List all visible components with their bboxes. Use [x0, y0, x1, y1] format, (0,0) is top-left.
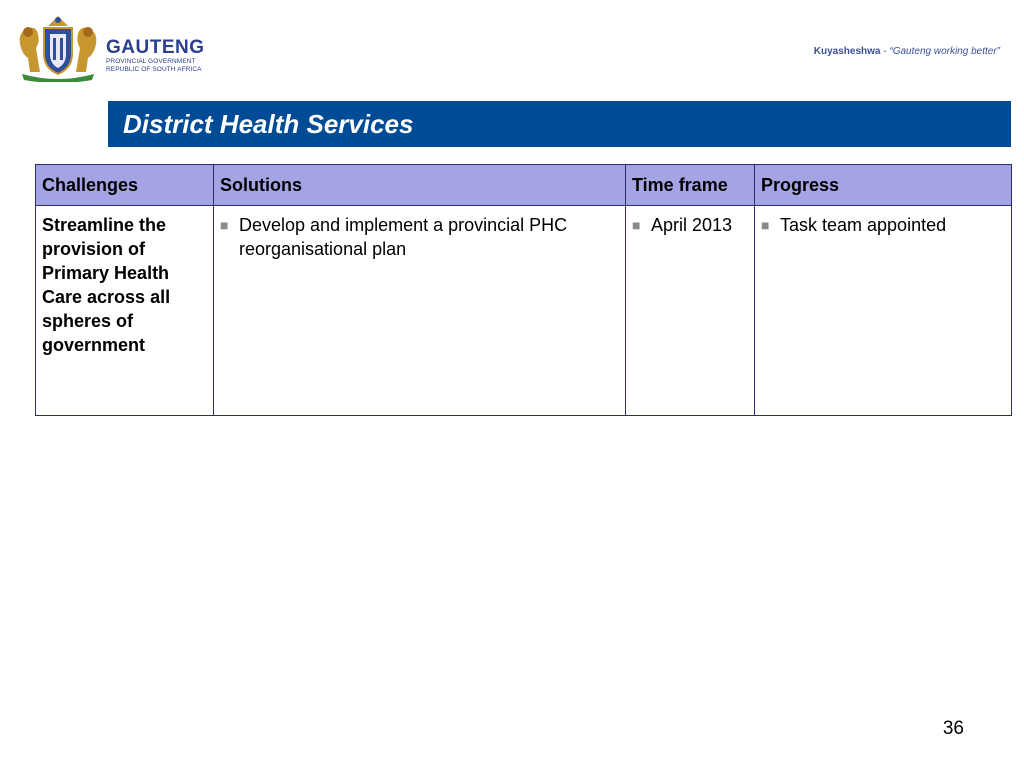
slogan-separator: - [880, 46, 890, 57]
column-header-time-frame: Time frame [626, 165, 755, 206]
solution-text: Develop and implement a provincial PHC reorganisational plan [239, 215, 568, 259]
progress-cell [755, 206, 1012, 416]
gov-sub-line2: REPUBLIC OF SOUTH AFRICA [106, 66, 202, 73]
page-number: 36 [942, 718, 964, 739]
time-frame-text: April 2013 [651, 215, 733, 235]
column-header-solutions: Solutions [214, 165, 626, 206]
title-bar [108, 101, 1011, 147]
gov-wordmark [106, 38, 206, 74]
column-header-challenges: Challenges [36, 165, 214, 206]
bullet-square-icon: ■ [632, 217, 641, 233]
slogan-tag: “Gauteng working better” [889, 46, 1000, 57]
table-header-row [36, 165, 1012, 206]
progress-text: Task team appointed [780, 215, 947, 235]
progress-bullet-item [761, 213, 1005, 237]
solution-cell [214, 206, 626, 416]
solution-bullet-item [220, 213, 619, 261]
bullet-square-icon: ■ [761, 217, 770, 233]
time-frame-cell [626, 206, 755, 416]
gov-sub-line1: PROVINCIAL GOVERNMENT [106, 58, 196, 65]
table-row [36, 206, 1012, 416]
column-header-progress: Progress [755, 165, 1012, 206]
slogan [814, 46, 1000, 57]
slogan-brand: Kuyasheshwa [813, 46, 881, 57]
page-title: District Health Services [123, 108, 414, 139]
challenges-table [35, 164, 1012, 416]
coat-of-arms-icon [14, 14, 102, 82]
challenge-cell: Streamline the provision of Primary Health Care across all spheres of government [36, 206, 214, 416]
gov-name: GAUTENG [106, 37, 205, 58]
bullet-square-icon: ■ [220, 217, 229, 233]
time-frame-bullet-item [632, 213, 748, 237]
